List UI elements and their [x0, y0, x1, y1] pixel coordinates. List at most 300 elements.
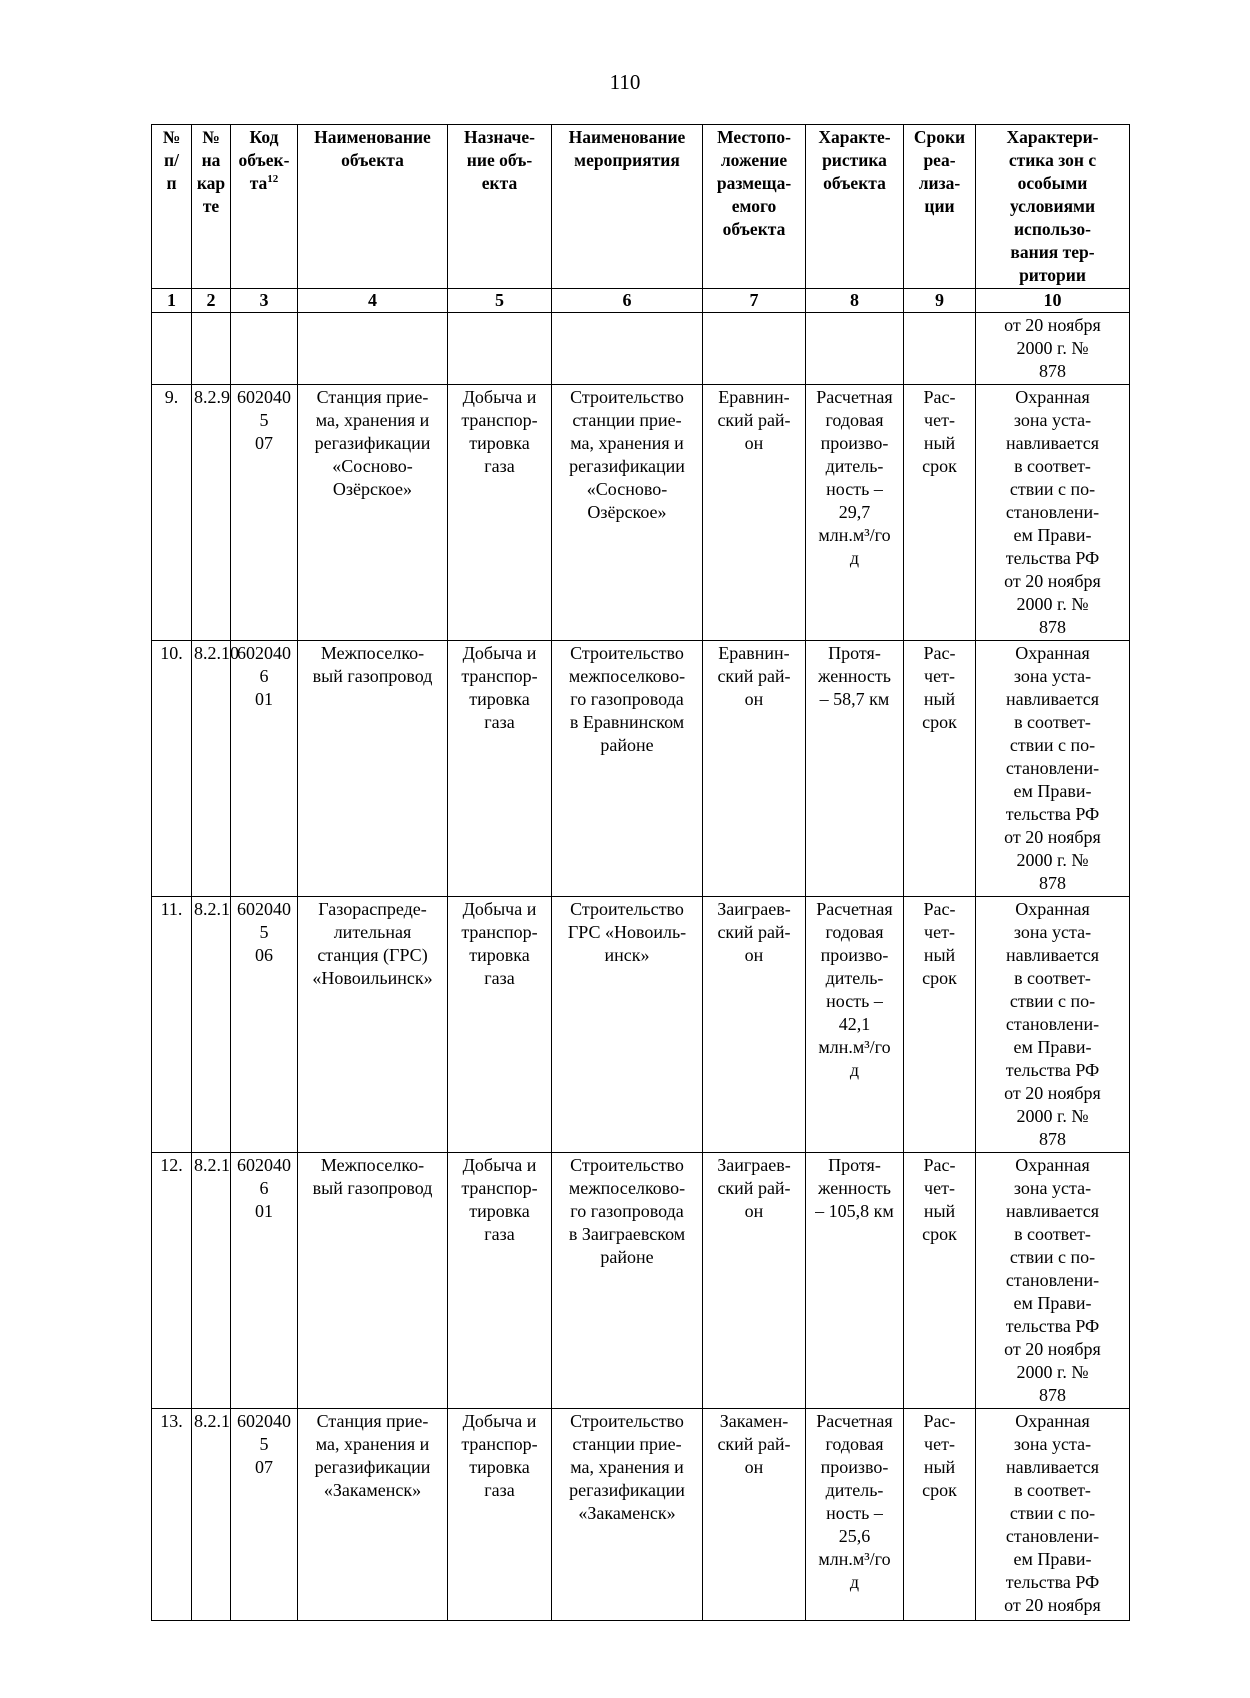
cell-line: 29,7 [838, 502, 871, 522]
footnote-marker: 12 [267, 173, 279, 186]
table-cell-col-4 [298, 897, 448, 1153]
header-line: Наименование [568, 127, 686, 147]
table-cell-col-5 [448, 1409, 552, 1621]
column-header-2 [192, 125, 231, 289]
header-line: Сроки [913, 127, 966, 147]
cell-line: зона уста- [1013, 666, 1092, 686]
header-line: ритории [1019, 265, 1086, 285]
cell-line: районе [600, 735, 654, 755]
header-line: объекта [341, 150, 404, 170]
cell-line: 2000 г. № [1016, 338, 1089, 358]
cell-line: газа [484, 456, 515, 476]
cell-line: зона уста- [1013, 1178, 1092, 1198]
cell-line: «Закаменск» [323, 1480, 422, 1500]
table-row [152, 1409, 1130, 1621]
cell-line: ГРС «Новоиль- [567, 922, 687, 942]
table-cell-col-1 [152, 1409, 192, 1621]
table-cell-col-4 [298, 641, 448, 897]
cell-line: тировка [469, 945, 530, 965]
cell-line: чет- [924, 666, 955, 686]
cell-line: Охранная [1015, 643, 1090, 663]
column-header-3 [231, 125, 298, 289]
cell-line: 8.2.10 [194, 643, 239, 663]
table-cell-col-10 [976, 641, 1130, 897]
cell-line: 6020406 [237, 1155, 291, 1198]
table-cell-col-1 [152, 385, 192, 641]
cell-line: д [849, 548, 860, 568]
cell-line: ма, хранения и [315, 410, 430, 430]
header-line: емого [731, 196, 777, 216]
table-cell-col-3 [231, 313, 298, 385]
column-number: 5 [448, 289, 552, 313]
cell-line: лительная [333, 922, 412, 942]
header-line: реа- [923, 150, 956, 170]
cell-line: го газопровода [570, 689, 684, 709]
table-cell-col-8 [806, 385, 904, 641]
table-cell-col-10 [976, 313, 1130, 385]
cell-line: годовая [825, 1434, 884, 1454]
cell-line: ский рай- [717, 1434, 791, 1454]
cell-line: 878 [1039, 873, 1066, 893]
cell-line: срок [922, 1224, 957, 1244]
cell-line: 8.2.1 [194, 1155, 230, 1175]
cell-line: регазификации [569, 456, 685, 476]
table-cell-col-4 [298, 1409, 448, 1621]
cell-line: он [744, 945, 764, 965]
cell-line: от 20 ноября [1004, 1083, 1101, 1103]
table-row [152, 313, 1130, 385]
cell-line: ем Прави- [1013, 1037, 1092, 1057]
cell-line: тировка [469, 689, 530, 709]
cell-line: Еравнин- [718, 643, 790, 663]
cell-line: 878 [1039, 361, 1066, 381]
cell-line: ский рай- [717, 666, 791, 686]
cell-line: Рас- [923, 387, 956, 407]
cell-line: дитель- [825, 456, 884, 476]
header-line: размеща- [716, 173, 792, 193]
header-line: ристика [822, 150, 887, 170]
header-line: Местопо- [717, 127, 791, 147]
cell-line: Еравнин- [718, 387, 790, 407]
header-line: № [162, 127, 181, 147]
cell-line: ма, хранения и [315, 1434, 430, 1454]
table-cell-col-1 [152, 897, 192, 1153]
column-number: 9 [904, 289, 976, 313]
cell-line: инск» [604, 945, 650, 965]
header-line: Характери- [1006, 127, 1099, 147]
cell-line: 6020406 [237, 643, 291, 686]
cell-line: транспор- [461, 922, 538, 942]
column-header-5 [448, 125, 552, 289]
header-line: на [201, 150, 221, 170]
cell-line: чет- [924, 410, 955, 430]
cell-line: ем Прави- [1013, 525, 1092, 545]
cell-line: женность [818, 666, 891, 686]
cell-line: становлени- [1005, 758, 1100, 778]
cell-line: Строительство [570, 899, 684, 919]
cell-line: ем Прави- [1013, 781, 1092, 801]
cell-line: чет- [924, 1434, 955, 1454]
cell-line: 07 [255, 433, 273, 453]
table-cell-col-7 [703, 385, 806, 641]
table-cell-col-2 [192, 385, 231, 641]
header-row [152, 125, 1130, 289]
cell-line: Добыча и [462, 1411, 537, 1431]
cell-line: 2000 г. № [1016, 850, 1089, 870]
cell-line: 9. [164, 387, 179, 407]
cell-line: ствии с по- [1009, 1247, 1096, 1267]
cell-line: Охранная [1015, 1411, 1090, 1431]
cell-line: от 20 ноября [1004, 1595, 1101, 1615]
cell-line: навливается [1005, 1457, 1100, 1477]
cell-line: 2000 г. № [1016, 594, 1089, 614]
cell-line: дитель- [825, 968, 884, 988]
header-line: лиза- [918, 173, 961, 193]
table-cell-col-8 [806, 313, 904, 385]
cell-line: тельства РФ [1005, 1316, 1100, 1336]
cell-line: навливается [1005, 689, 1100, 709]
table-cell-col-4 [298, 1153, 448, 1409]
cell-line: ность – [826, 991, 883, 1011]
cell-line: Газораспреде- [318, 899, 427, 919]
cell-line: ствии с по- [1009, 1503, 1096, 1523]
cell-line: 2000 г. № [1016, 1362, 1089, 1382]
cell-line: Расчетная [816, 387, 893, 407]
cell-line: транспор- [461, 410, 538, 430]
header-line: Характе- [818, 127, 891, 147]
table-cell-col-8 [806, 897, 904, 1153]
cell-line: 12. [160, 1155, 183, 1175]
table-cell-col-1 [152, 641, 192, 897]
cell-line: 878 [1039, 1385, 1066, 1405]
column-header-8 [806, 125, 904, 289]
table-cell-col-4 [298, 385, 448, 641]
cell-line: 878 [1039, 1129, 1066, 1149]
header-line: № [202, 127, 220, 147]
cell-line: ский рай- [717, 1178, 791, 1198]
cell-line: Добыча и [462, 387, 537, 407]
cell-line: – 58,7 км [819, 689, 890, 709]
column-header-7 [703, 125, 806, 289]
cell-line: срок [922, 968, 957, 988]
table-cell-col-5 [448, 1153, 552, 1409]
table-cell-col-9 [904, 897, 976, 1153]
cell-line: Протя- [828, 643, 881, 663]
cell-line: 8.2.9 [194, 387, 230, 407]
table-cell-col-2 [192, 897, 231, 1153]
table-cell-col-8 [806, 1153, 904, 1409]
cell-line: станция (ГРС) [317, 945, 428, 965]
column-header-1 [152, 125, 192, 289]
cell-line: ный [923, 433, 956, 453]
cell-line: Озёрское» [587, 502, 667, 522]
table-cell-col-3 [231, 1409, 298, 1621]
cell-line: – 105,8 км [815, 1201, 894, 1221]
column-header-10 [976, 125, 1130, 289]
header-line: особыми [1017, 173, 1088, 193]
cell-line: в соответ- [1014, 1224, 1091, 1244]
cell-line: 01 [255, 689, 273, 709]
cell-line: Рас- [923, 899, 956, 919]
header-line: п/ [164, 150, 179, 170]
table-cell-col-3 [231, 385, 298, 641]
column-number: 1 [152, 289, 192, 313]
cell-line: ный [923, 945, 956, 965]
header-line: Назначе- [464, 127, 535, 147]
table-row [152, 1153, 1130, 1409]
cell-line: газа [484, 1224, 515, 1244]
cell-line: произво- [820, 945, 889, 965]
header-line: п [166, 173, 177, 193]
cell-line: ный [923, 1201, 956, 1221]
cell-line: Станция прие- [316, 1411, 429, 1431]
table-cell-col-9 [904, 641, 976, 897]
table-cell-col-8 [806, 641, 904, 897]
cell-line: Охранная [1015, 899, 1090, 919]
cell-line: газа [484, 1480, 515, 1500]
cell-line: тельства РФ [1005, 1572, 1100, 1592]
cell-line: ма, хранения и [570, 433, 684, 453]
cell-line: он [744, 689, 764, 709]
cell-line: годовая [825, 922, 884, 942]
header-line: объекта [823, 173, 886, 193]
cell-line: 8.2.1 [194, 1411, 230, 1431]
header-line [233, 172, 295, 195]
cell-line: Межпоселко- [320, 643, 425, 663]
cell-line: зона уста- [1013, 1434, 1092, 1454]
cell-line: навливается [1005, 1201, 1100, 1221]
cell-line: ный [923, 689, 956, 709]
cell-line: тировка [469, 433, 530, 453]
cell-line: 07 [255, 1457, 273, 1477]
header-line: вания тер- [1010, 242, 1095, 262]
cell-line: Добыча и [462, 899, 537, 919]
cell-line: тельства РФ [1005, 1060, 1100, 1080]
table-cell-col-3 [231, 641, 298, 897]
cell-line: 878 [1039, 617, 1066, 637]
cell-line: межпоселково- [568, 666, 686, 686]
cell-line: он [744, 1201, 764, 1221]
header-line: кар [196, 173, 226, 193]
objects-table [151, 124, 1130, 1621]
cell-line: Охранная [1015, 1155, 1090, 1175]
cell-line: в Заиграевском [568, 1224, 686, 1244]
table-cell-col-8 [806, 1409, 904, 1621]
table-cell-col-6 [552, 641, 703, 897]
table-cell-col-9 [904, 313, 976, 385]
table-cell-col-5 [448, 641, 552, 897]
cell-line: становлени- [1005, 1270, 1100, 1290]
table-cell-col-7 [703, 1153, 806, 1409]
table-row [152, 641, 1130, 897]
cell-line: ный [923, 1457, 956, 1477]
cell-line: Расчетная [816, 1411, 893, 1431]
table-cell-col-10 [976, 1153, 1130, 1409]
cell-line: дитель- [825, 1480, 884, 1500]
cell-line: вый газопровод [312, 1178, 433, 1198]
cell-line: от 20 ноября [1004, 1339, 1101, 1359]
header-line-text: та [249, 173, 268, 193]
cell-line: срок [922, 1480, 957, 1500]
table-cell-col-9 [904, 385, 976, 641]
cell-line: ский рай- [717, 922, 791, 942]
cell-line: 01 [255, 1201, 273, 1221]
cell-line: Строительство [570, 387, 684, 407]
cell-line: Рас- [923, 1411, 956, 1431]
column-number: 4 [298, 289, 448, 313]
cell-line: транспор- [461, 1178, 538, 1198]
cell-line: 6020405 [237, 387, 291, 430]
cell-line: Закамен- [719, 1411, 789, 1431]
table-cell-col-3 [231, 897, 298, 1153]
cell-line: районе [600, 1247, 654, 1267]
header-line: ции [924, 196, 955, 216]
table-row [152, 385, 1130, 641]
column-number: 2 [192, 289, 231, 313]
table-cell-col-5 [448, 313, 552, 385]
table-cell-col-7 [703, 1409, 806, 1621]
cell-line: «Закаменск» [578, 1503, 676, 1523]
cell-line: регазификации [314, 1457, 431, 1477]
cell-line: Рас- [923, 1155, 956, 1175]
cell-line: навливается [1005, 945, 1100, 965]
cell-line: от 20 ноября [1004, 315, 1101, 335]
cell-line: произво- [820, 1457, 889, 1477]
header-line: объекта [722, 219, 786, 239]
cell-line: 06 [255, 945, 273, 965]
column-number: 8 [806, 289, 904, 313]
cell-line: Добыча и [462, 1155, 537, 1175]
header-line: объек- [238, 150, 290, 170]
cell-line: становлени- [1005, 502, 1100, 522]
table-row [152, 897, 1130, 1153]
header-line: Наименование [314, 127, 431, 147]
cell-line: чет- [924, 922, 955, 942]
cell-line: в соответ- [1014, 712, 1091, 732]
cell-line: становлени- [1005, 1526, 1100, 1546]
cell-line: Строительство [570, 1411, 684, 1431]
table-cell-col-1 [152, 1153, 192, 1409]
cell-line: зона уста- [1013, 922, 1092, 942]
cell-line: он [744, 433, 764, 453]
cell-line: 6020405 [237, 1411, 291, 1454]
cell-line: регазификации [569, 1480, 685, 1500]
cell-line: регазификации [314, 433, 431, 453]
column-number: 10 [976, 289, 1130, 313]
table-cell-col-2 [192, 641, 239, 897]
cell-line: ма, хранения и [570, 1457, 684, 1477]
cell-line: в Еравнинском [569, 712, 685, 732]
cell-line: Станция прие- [316, 387, 429, 407]
cell-line: 25,6 [838, 1526, 871, 1546]
table-cell-col-5 [448, 385, 552, 641]
cell-line: становлени- [1005, 1014, 1100, 1034]
cell-line: млн.м³/го [818, 525, 891, 545]
column-number-row [152, 289, 1130, 313]
cell-line: «Новоильинск» [312, 968, 433, 988]
column-number: 6 [552, 289, 703, 313]
cell-line: ствии с по- [1009, 479, 1096, 499]
cell-line: станции прие- [572, 410, 682, 430]
cell-line: Охранная [1015, 387, 1090, 407]
cell-line: ность – [826, 1503, 883, 1523]
cell-line: срок [922, 456, 957, 476]
header-line: использо- [1013, 219, 1092, 239]
header-line: ние объ- [466, 150, 533, 170]
header-line: ложение [720, 150, 788, 170]
table-cell-col-3 [231, 1153, 298, 1409]
table-cell-col-4 [298, 313, 448, 385]
table-cell-col-6 [552, 385, 703, 641]
header-line: мероприятия [574, 150, 680, 170]
table-cell-col-7 [703, 641, 806, 897]
cell-line: млн.м³/го [818, 1549, 891, 1569]
header-line: екта [481, 173, 518, 193]
cell-line: тировка [469, 1457, 530, 1477]
table-cell-col-2 [192, 1153, 231, 1409]
column-number: 7 [703, 289, 806, 313]
cell-line: Межпоселко- [320, 1155, 425, 1175]
table-cell-col-6 [552, 313, 703, 385]
table-cell-col-1 [152, 313, 192, 385]
cell-line: в соответ- [1014, 1480, 1091, 1500]
cell-line: газа [484, 712, 515, 732]
table-cell-col-6 [552, 897, 703, 1153]
table-cell-col-10 [976, 897, 1130, 1153]
column-number: 3 [231, 289, 298, 313]
cell-line: 13. [160, 1411, 183, 1431]
table-cell-col-6 [552, 1409, 703, 1621]
cell-line: Заиграев- [717, 1155, 791, 1175]
cell-line: «Сосново- [586, 479, 668, 499]
table-cell-col-5 [448, 897, 552, 1153]
table-cell-col-2 [192, 313, 231, 385]
column-header-4 [298, 125, 448, 289]
table-cell-col-10 [976, 385, 1130, 641]
cell-line: ем Прави- [1013, 1293, 1092, 1313]
cell-line: 10. [160, 643, 183, 663]
header-line: условиями [1009, 196, 1096, 216]
cell-line: станции прие- [572, 1434, 682, 1454]
cell-line: ствии с по- [1009, 735, 1096, 755]
cell-line: 8.2.1 [194, 899, 230, 919]
cell-line: срок [922, 712, 957, 732]
cell-line: навливается [1005, 433, 1100, 453]
cell-line: в соответ- [1014, 456, 1091, 476]
cell-line: 11. [160, 899, 183, 919]
cell-line: транспор- [461, 1434, 538, 1454]
cell-line: транспор- [461, 666, 538, 686]
cell-line: Заиграев- [717, 899, 791, 919]
table-body [152, 313, 1130, 1621]
cell-line: Добыча и [462, 643, 537, 663]
cell-line: 6020405 [237, 899, 291, 942]
cell-line: годовая [825, 410, 884, 430]
cell-line: от 20 ноября [1004, 571, 1101, 591]
table-cell-col-7 [703, 313, 806, 385]
cell-line: д [849, 1572, 860, 1592]
table-cell-col-9 [904, 1153, 976, 1409]
cell-line: тельства РФ [1005, 804, 1100, 824]
cell-line: зона уста- [1013, 410, 1092, 430]
cell-line: Строительство [570, 1155, 684, 1175]
cell-line: он [744, 1457, 764, 1477]
cell-line: 2000 г. № [1016, 1106, 1089, 1126]
table-cell-col-10 [976, 1409, 1130, 1621]
cell-line: д [849, 1060, 860, 1080]
header-line: те [202, 196, 220, 216]
page-number: 110 [609, 70, 641, 94]
